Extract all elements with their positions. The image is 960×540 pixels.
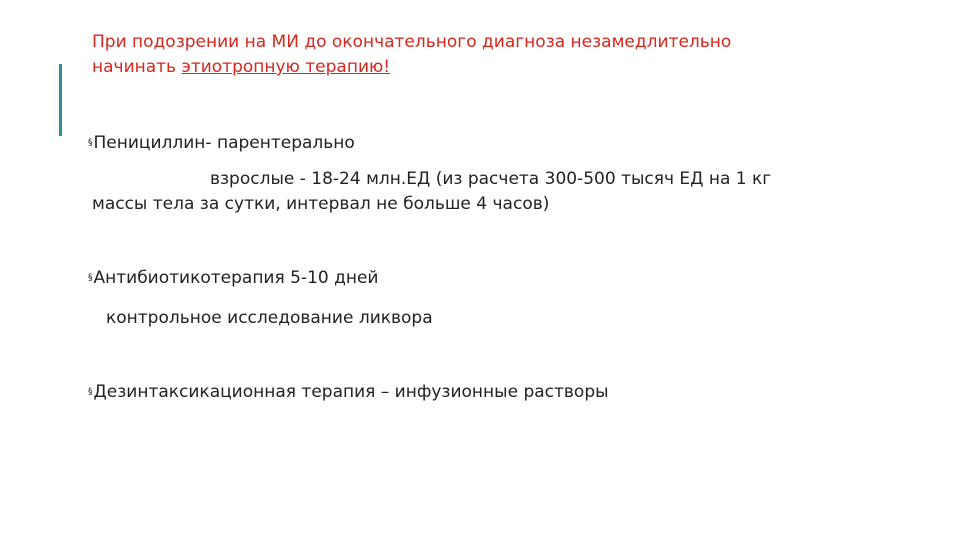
bullet-marker: § xyxy=(88,273,93,283)
bullet-marker: § xyxy=(88,387,93,397)
slide-title xyxy=(92,30,872,80)
bullet-item-penicillin xyxy=(88,131,355,155)
title-line-2-underlined: этиотропную терапию! xyxy=(181,57,391,77)
bullet-heading: Дезинтаксикационная терапия – инфузионные растворы xyxy=(93,382,609,402)
accent-bar xyxy=(59,64,62,136)
bullet-heading: Антибиотикотерапия 5-10 дней xyxy=(93,268,379,288)
dosage-line-1: взрослые - 18-24 млн.ЕД (из расчета 300-500 тысяч ЕД на 1 кг xyxy=(210,169,772,189)
control-study-line: контрольное исследование ликвора xyxy=(106,308,433,328)
title-line-2 xyxy=(92,55,872,80)
title-line-2-plain: начинать xyxy=(92,57,182,77)
bullet-item-antibiotic xyxy=(88,266,378,290)
bullet-heading: Пенициллин- парентерально xyxy=(93,133,355,153)
bullet-item-detox xyxy=(88,380,609,404)
bullet-marker: § xyxy=(88,138,93,148)
dosage-line-2: массы тела за сутки, интервал не больше 4 часов) xyxy=(92,194,550,214)
title-line-1: При подозрении на МИ до окончательного диагноза незамедлительно xyxy=(92,32,732,52)
